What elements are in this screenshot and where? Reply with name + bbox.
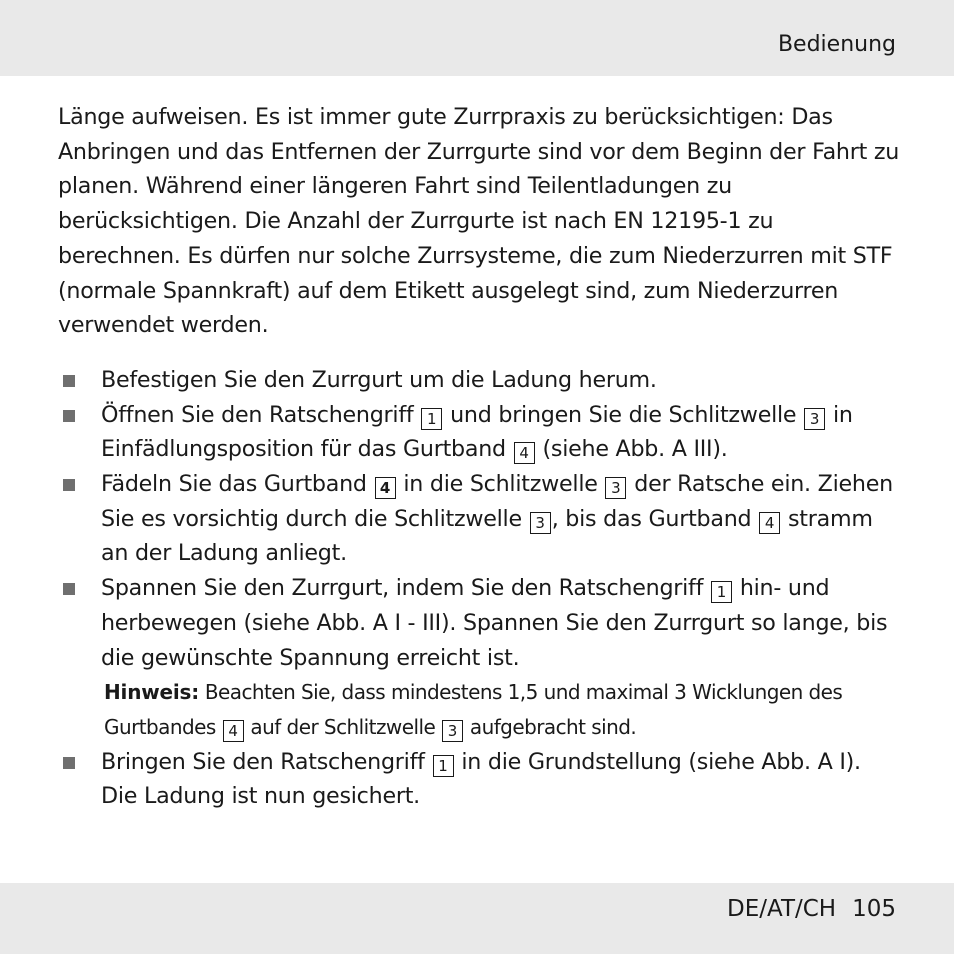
part-ref: 3 xyxy=(442,720,463,742)
section-title: Bedienung xyxy=(777,32,896,57)
bullet-square-icon xyxy=(63,757,75,769)
part-ref: 3 xyxy=(605,477,626,499)
page-footer xyxy=(727,893,896,925)
list-item: Bringen Sie den Ratschengriff 1 in die Grundstellung (siehe Abb. A I). Die Ladung ist nun gesichert. xyxy=(58,745,900,814)
bullet-square-icon xyxy=(63,410,75,422)
part-ref: 1 xyxy=(433,755,454,777)
part-ref: 4 xyxy=(223,720,244,742)
intro-paragraph: Länge aufweisen. Es ist immer gute Zurrpraxis zu berücksichtigen: Das Anbringen und das Entfernen der Zurrgurte sind vor dem Beginn der Fahrt zu planen. Während einer längeren Fahrt sind Teilentladungen zu berücksichtigen. Die Anzahl der Zurrgurte ist nach EN 12195-1 zu berechnen. Es dürfen nur solche Zurrsysteme, die zum Niederzurren mit STF (normale Spannkraft) auf dem Etikett ausgelegt sind, zum Niederzurren verwendet werden. xyxy=(58,104,900,339)
part-ref: 3 xyxy=(530,512,551,534)
part-ref: 4 xyxy=(375,477,396,499)
list-item: Fädeln Sie das Gurtband 4 in die Schlitzwelle 3 der Ratsche ein. Ziehen Sie es vorsichtig durch die Schlitzwelle 3 , bis das Gurtband 4 stramm an der Ladung anliegt. xyxy=(58,467,900,571)
bullet-square-icon xyxy=(63,479,75,491)
list-item: Öffnen Sie den Ratschengriff 1 und bringen Sie die Schlitzwelle 3 in Einfädlungsposition für das Gurtband 4 (siehe Abb. A III). xyxy=(58,398,900,467)
part-ref: 1 xyxy=(421,408,442,430)
instruction-list xyxy=(58,363,900,814)
list-item: Spannen Sie den Zurrgurt, indem Sie den Ratschengriff 1 hin- und herbewegen (siehe Abb. A I - III). Spannen Sie den Zurrgurt so lange, bis die gewünschte Spannung erreicht ist. Hinweis: Beachten Sie, dass mindestens 1,5 und maximal 3 Wicklungen des Gurtbandes 4 auf der Schlitzwelle 3 aufgebracht sind. xyxy=(58,571,900,745)
locale-label: DE/AT/CH xyxy=(727,896,837,922)
list-item: Befestigen Sie den Zurrgurt um die Ladung herum. xyxy=(58,363,900,398)
note-label: Hinweis: xyxy=(104,680,200,705)
part-ref: 3 xyxy=(804,408,825,430)
page-number: 105 xyxy=(852,896,896,922)
note: Hinweis: Beachten Sie, dass mindestens 1,5 und maximal 3 Wicklungen des Gurtbandes 4 auf der Schlitzwelle 3 aufgebracht sind. xyxy=(104,680,843,740)
bullet-square-icon xyxy=(63,375,75,387)
bullet-square-icon xyxy=(63,583,75,595)
part-ref: 4 xyxy=(759,512,780,534)
part-ref: 1 xyxy=(711,581,732,603)
part-ref: 4 xyxy=(514,442,535,464)
page-content xyxy=(58,100,900,814)
